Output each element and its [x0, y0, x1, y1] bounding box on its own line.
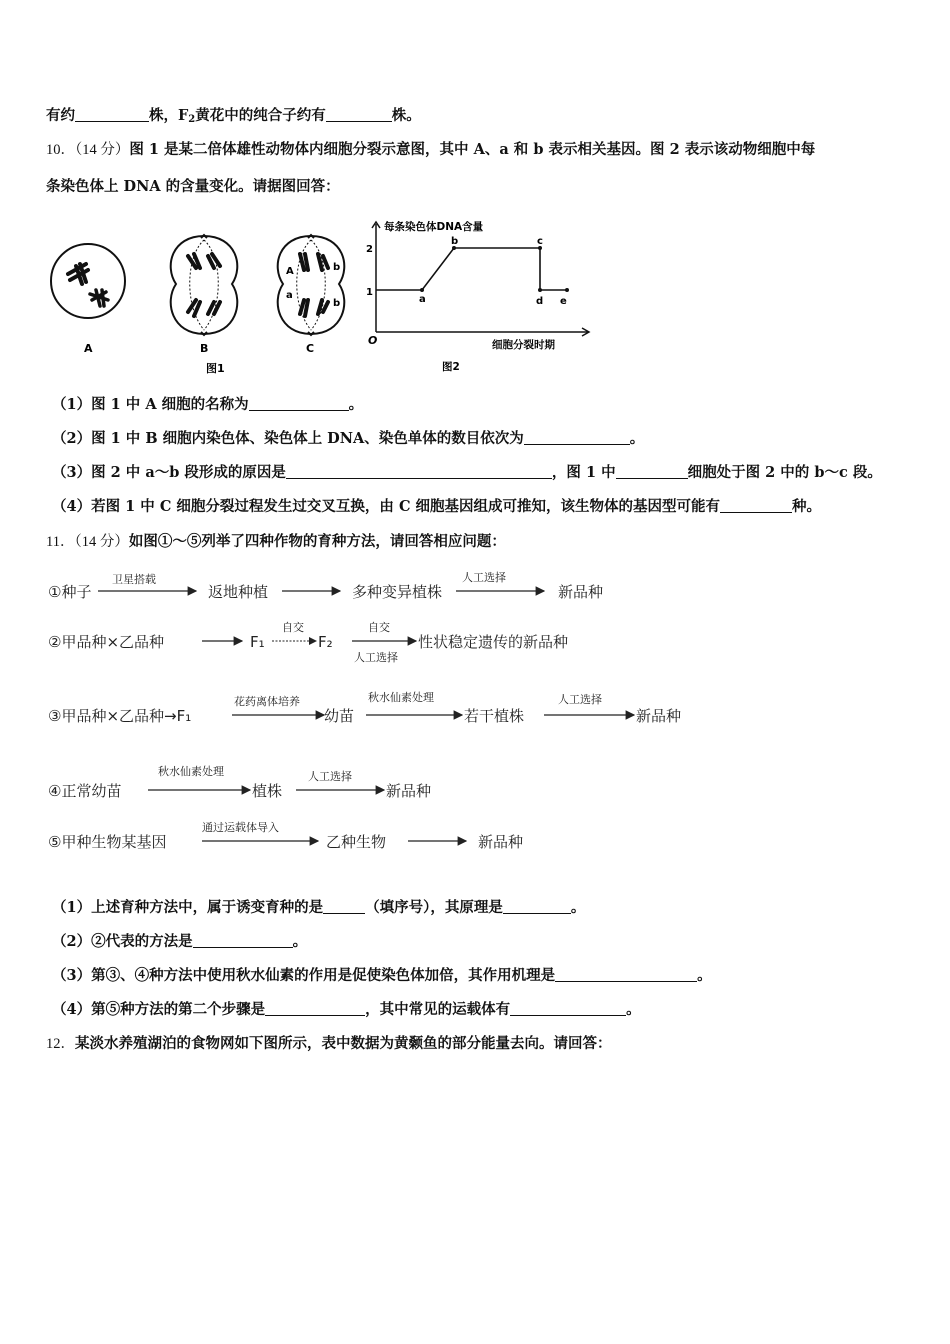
gene-label: b: [333, 262, 341, 273]
q11-sub4: （4）第⑤种方法的第二个步骤是 ，其中常见的运载体有 。: [52, 1001, 641, 1018]
svg-text:人工选择: 人工选择: [308, 770, 352, 783]
point-label: e: [560, 296, 567, 307]
y-tick: 1: [366, 287, 373, 298]
gene-label: A: [286, 266, 294, 277]
q10-sub3: （3）图 2 中 a～b 段形成的原因是 ，图 1 中 细胞处于图 2 中的 b～c 段。: [52, 464, 882, 481]
point-label: b: [451, 236, 459, 247]
q11-sub1: （1）上述育种方法中，属于诱变育种的是 （填序号），其原理是 。: [52, 899, 586, 916]
answer-blank[interactable]: [720, 497, 792, 513]
svg-text:秋水仙素处理: 秋水仙素处理: [158, 765, 224, 778]
point-label: a: [419, 294, 426, 305]
figure-2-graph: [362, 218, 598, 376]
svg-text:⑤甲种生物某基因: ⑤甲种生物某基因: [48, 833, 167, 851]
svg-text:自交: 自交: [282, 621, 304, 634]
svg-text:多种变异植株: 多种变异植株: [352, 583, 443, 601]
figure-2-caption: 图2: [442, 361, 460, 373]
flow-2: [48, 620, 568, 664]
svg-text:③甲品种×乙品种→F₁: ③甲品种×乙品种→F₁: [48, 707, 192, 725]
answer-blank[interactable]: [326, 106, 392, 122]
answer-blank[interactable]: [286, 463, 552, 479]
svg-text:②甲品种×乙品种: ②甲品种×乙品种: [48, 633, 165, 651]
q11-sub2: （2）②代表的方法是 。: [52, 933, 308, 950]
q10-sub1: （1）图 1 中 A 细胞的名称为 。: [52, 396, 364, 413]
answer-blank[interactable]: [249, 395, 349, 411]
answer-blank[interactable]: [193, 932, 293, 948]
cell-c: [278, 235, 345, 335]
flow-4: [48, 764, 431, 800]
y-tick: 2: [366, 244, 373, 255]
svg-text:植株: 植株: [252, 782, 283, 800]
svg-text:自交: 自交: [368, 621, 390, 634]
flow-3: [48, 690, 681, 725]
answer-blank[interactable]: [524, 429, 630, 445]
gene-label: b: [333, 298, 341, 309]
answer-blank[interactable]: [323, 898, 365, 914]
svg-text:花药离体培养: 花药离体培养: [234, 695, 300, 708]
q11-sub3: （3）第③、④种方法中使用秋水仙素的作用是促使染色体加倍，其作用机理是 。: [52, 967, 712, 984]
svg-text:新品种: 新品种: [558, 583, 604, 601]
svg-text:新品种: 新品种: [636, 707, 682, 725]
cell-label-a: A: [84, 342, 93, 355]
svg-text:①种子: ①种子: [48, 583, 92, 601]
answer-blank[interactable]: [616, 463, 688, 479]
q10-sub4: （4）若图 1 中 C 细胞分裂过程发生过交叉互换，由 C 细胞基因组成可推知，该生物体的基因型可能有 种。: [52, 498, 822, 515]
dna-content-line: [376, 248, 567, 290]
text-line: 有约 株，$F_2$黄花中的纯合子约有 株。: [46, 107, 421, 125]
cell-label-b: B: [200, 342, 209, 355]
gene-label: a: [286, 290, 293, 301]
cell-a: [51, 244, 125, 318]
flow-5: [48, 820, 523, 851]
q10-sub2: （2）图 1 中 B 细胞内染色体、染色体上 DNA、染色单体的数目依次为 。: [52, 430, 645, 447]
point-label: c: [537, 236, 543, 247]
cell-b: [171, 235, 238, 335]
answer-blank[interactable]: [503, 898, 571, 914]
cell-label-c: C: [306, 342, 315, 355]
svg-text:秋水仙素处理: 秋水仙素处理: [368, 691, 434, 704]
question-12-stem: 12．某淡水养殖湖泊的食物网如下图所示，表中数据为黄颡鱼的部分能量去向。请回答：: [46, 1035, 612, 1052]
svg-text:新品种: 新品种: [478, 833, 524, 851]
svg-text:通过运载体导入: 通过运载体导入: [202, 821, 279, 834]
svg-text:乙种生物: 乙种生物: [326, 833, 387, 851]
svg-text:若干植株: 若干植株: [464, 707, 525, 725]
breeding-flow-diagram: [46, 565, 706, 855]
question-10-stem: 10．（14 分）图 1 是某二倍体雄性动物体内细胞分裂示意图，其中 A、a 和 b 表示相关基因。图 2 表示该动物细胞中每: [46, 141, 816, 158]
svg-text:性状稳定遗传的新品种: 性状稳定遗传的新品种: [418, 633, 569, 651]
question-11-stem: 11．（14 分）如图①～⑤列举了四种作物的育种方法，请回答相应问题：: [46, 533, 506, 550]
svg-text:新品种: 新品种: [386, 782, 432, 800]
svg-text:F₂: F₂: [318, 633, 333, 651]
svg-text:F₁: F₁: [250, 633, 265, 651]
answer-blank[interactable]: [510, 1000, 626, 1016]
svg-text:幼苗: 幼苗: [324, 707, 355, 725]
flow-1: [48, 570, 603, 601]
answer-blank[interactable]: [75, 106, 149, 122]
svg-text:卫星搭载: 卫星搭载: [112, 573, 156, 586]
figure-1-cells: [46, 226, 356, 376]
y-axis-label: 每条染色体DNA含量: [384, 221, 484, 233]
x-axis-label: 细胞分裂时期: [492, 339, 555, 351]
answer-blank[interactable]: [555, 966, 697, 982]
question-10-stem-cont: 条染色体上 DNA 的含量变化。请据图回答：: [46, 178, 340, 195]
figure-1-caption: 图1: [206, 362, 225, 375]
svg-text:④正常幼苗: ④正常幼苗: [48, 782, 122, 800]
svg-text:人工选择: 人工选择: [354, 651, 398, 664]
svg-text:返地种植: 返地种植: [208, 583, 269, 601]
svg-text:人工选择: 人工选择: [558, 693, 602, 706]
point-label: d: [536, 296, 544, 307]
origin-label: O: [368, 334, 378, 347]
svg-text:人工选择: 人工选择: [462, 571, 506, 584]
answer-blank[interactable]: [265, 1000, 365, 1016]
